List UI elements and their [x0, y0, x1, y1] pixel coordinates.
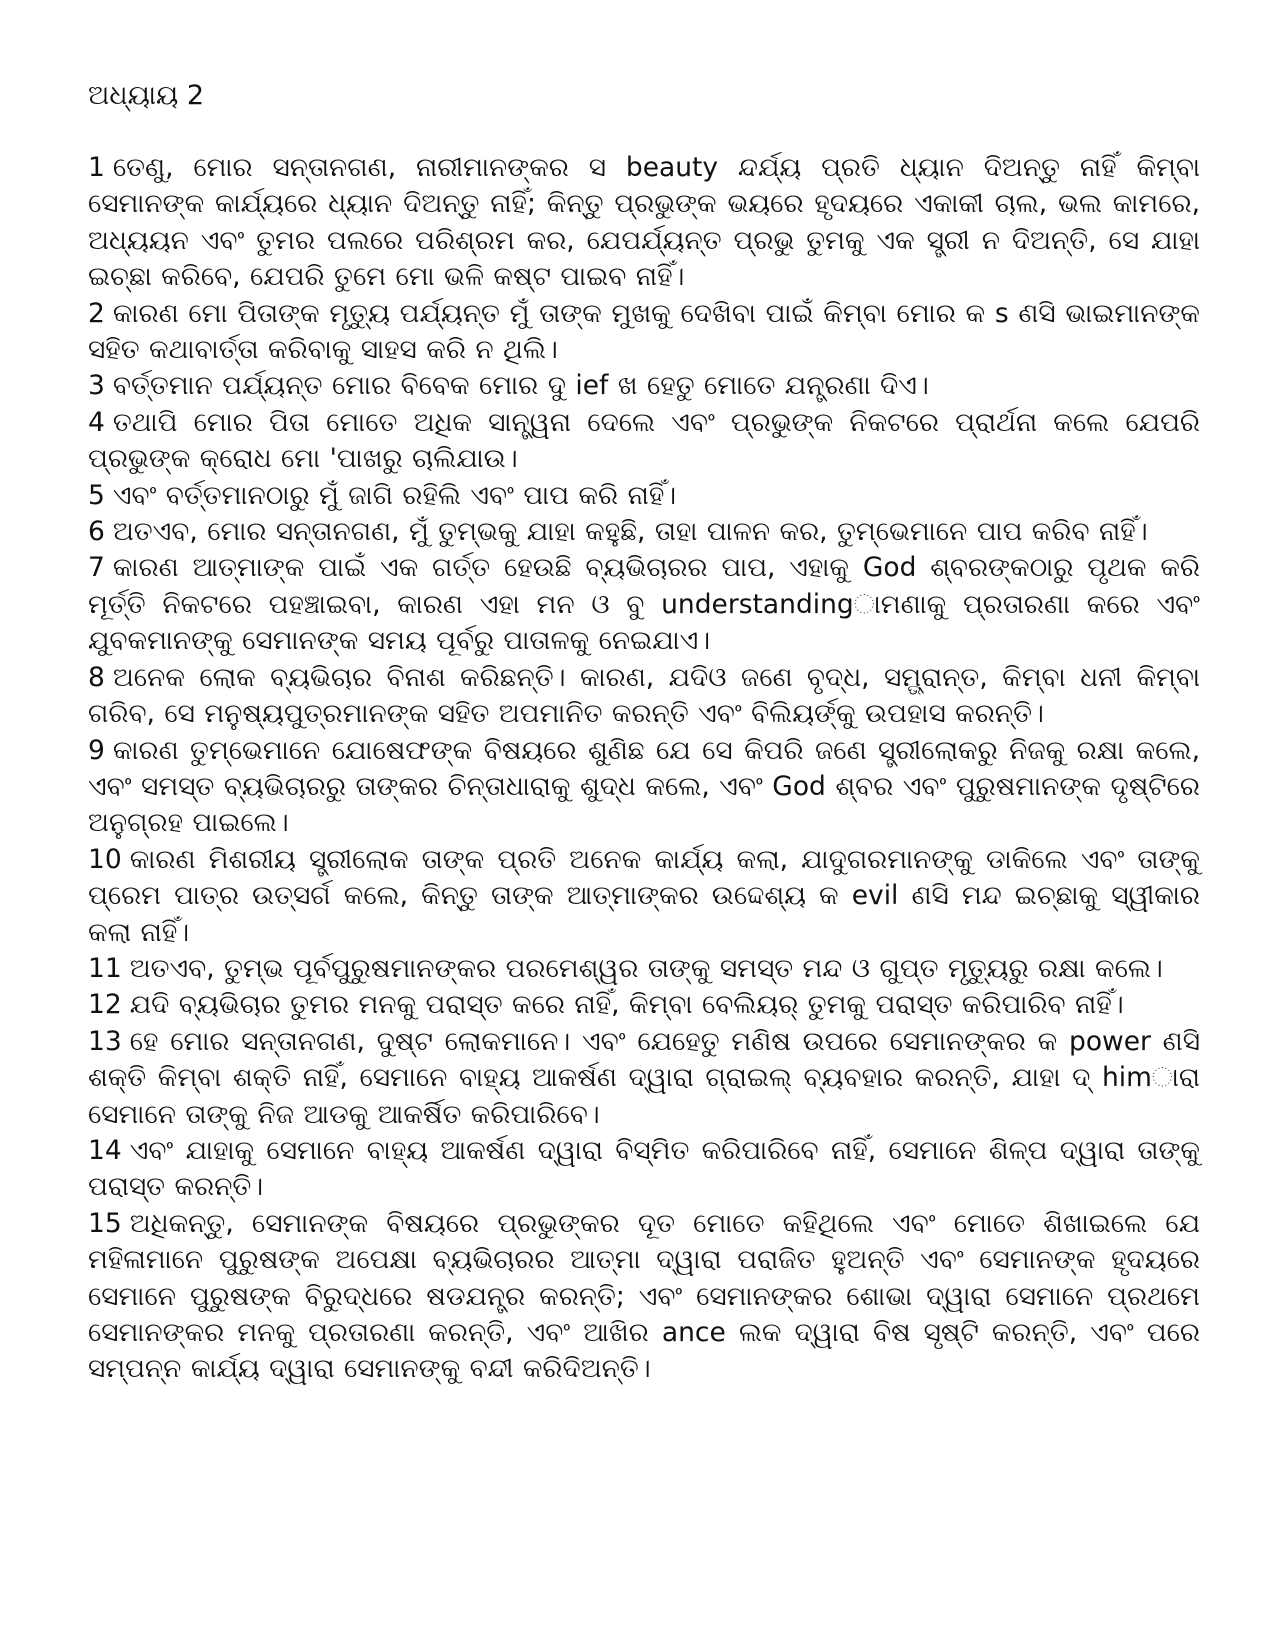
verse-text: କାରଣ ମୋ ପିତାଙ୍କ ମୃତ୍ୟୁ ପର୍ଯ୍ୟନ୍ତ ମୁଁ ତାଙ୍କ ମୁଖକୁ ଦେଖିବା ପାଇଁ କିମ୍ବା ମୋର କ s ଣସି ଭାଇମାନଙ୍କ ସହିତ କଥାବାର୍ତ୍ତା କରିବାକୁ ସାହସ କରି ନ ଥିଲି।	[88, 297, 1200, 366]
verse-8	[88, 660, 1200, 733]
verse-5	[88, 478, 1200, 514]
verse-text: ଯଦି ବ୍ୟଭିଚାର ତୁମର ମନକୁ ପରାସ୍ତ କରେ ନାହିଁ, କିମ୍ବା ବେଲିୟର୍ ତୁମକୁ ପରାସ୍ତ କରିପାରିବ ନାହିଁ।	[129, 989, 1124, 1021]
verse-11	[88, 951, 1200, 987]
verse-2	[88, 296, 1200, 369]
verse-15	[88, 1206, 1200, 1388]
document-page	[88, 78, 1200, 1388]
verse-3	[88, 368, 1200, 404]
verse-text: ତଥାପି ମୋର ପିତା ମୋତେ ଅଧିକ ସାନ୍ତ୍ୱନା ଦେଲେ ଏବଂ ପ୍ରଭୁଙ୍କ ନିକଟରେ ପ୍ରାର୍ଥନା କଲେ ଯେପରି ପ୍ରଭୁଙ୍କ କ୍ରୋଧ ମୋ 'ପାଖରୁ ଚାଲିଯାଉ।	[88, 406, 1200, 475]
verse-number: 12	[88, 989, 122, 1021]
verse-number: 10	[88, 843, 122, 875]
verse-10	[88, 842, 1200, 951]
verse-number: 7	[88, 552, 105, 584]
verse-text: ଅତଏବ, ମୋର ସନ୍ତାନଗଣ, ମୁଁ ତୁମ୍ଭକୁ ଯାହା କହୁଛି, ତାହା ପାଳନ କର, ତୁମ୍ଭେମାନେ ପାପ କରିବ ନାହିଁ।	[112, 516, 1148, 548]
verse-text: ତେଣୁ, ମୋର ସନ୍ତାନଗଣ, ନାରୀମାନଙ୍କର ସ beauty ନ୍ଦର୍ଯ୍ୟ ପ୍ରତି ଧ୍ୟାନ ଦିଅନ୍ତୁ ନାହିଁ କିମ୍ବା ସେମାନଙ୍କ କାର୍ଯ୍ୟରେ ଧ୍ୟାନ ଦିଅନ୍ତୁ ନାହିଁ; କିନ୍ତୁ ପ୍ରଭୁଙ୍କ ଭୟରେ ହୃଦୟରେ ଏକାକୀ ଚାଲ, ଭଲ କାମରେ, ଅଧ୍ୟୟନ ଏବଂ ତୁମର ପଲରେ ପରିଶ୍ରମ କର, ଯେପର୍ଯ୍ୟନ୍ତ ପ୍ରଭୁ ତୁମକୁ ଏକ ସ୍ତ୍ରୀ ନ ଦିଅନ୍ତି, ସେ ଯାହା ଇଚ୍ଛା କରିବେ, ଯେପରି ତୁମେ ମୋ ଭଳି କଷ୍ଟ ପାଇବ ନାହିଁ।	[88, 152, 1200, 293]
verse-number: 1	[88, 152, 105, 183]
verse-number: 6	[88, 516, 105, 548]
verse-text: ଅନେକ ଲୋକ ବ୍ୟଭିଚାର ବିନାଶ କରିଛନ୍ତି। କାରଣ, ଯଦିଓ ଜଣେ ବୃଦ୍ଧ, ସମ୍ଭ୍ରାନ୍ତ, କିମ୍ବା ଧନୀ କିମ୍ବା ଗରିବ, ସେ ମନୁଷ୍ୟପୁତ୍ରମାନଙ୍କ ସହିତ ଅପମାନିତ କରନ୍ତି ଏବଂ ବିଲିୟର୍ଙ୍କୁ ଉପହାସ କରନ୍ତି।	[88, 661, 1200, 730]
verse-text: କାରଣ ଆତ୍ମାଙ୍କ ପାଇଁ ଏକ ଗର୍ତ୍ତ ହେଉଛି ବ୍ୟଭିଚାରର ପାପ, ଏହାକୁ God ଶ୍ବରଙ୍କଠାରୁ ପୃଥକ କରି ମୂର୍ତ୍ତି ନିକଟରେ ପହଞ୍ଚାଇବା, କାରଣ ଏହା ମନ ଓ ବୁ understandingାମଣାକୁ ପ୍ରତାରଣା କରେ ଏବଂ ଯୁବକମାନଙ୍କୁ ସେମାନଙ୍କ ସମୟ ପୂର୍ବରୁ ପାତାଳକୁ ନେଇଯାଏ।	[88, 552, 1200, 657]
verse-9	[88, 733, 1200, 842]
verse-4	[88, 405, 1200, 478]
verse-number: 5	[88, 479, 105, 511]
verse-text: ଏବଂ ବର୍ତ୍ତମାନଠାରୁ ମୁଁ ଜାଗି ରହିଲି ଏବଂ ପାପ କରି ନାହିଁ।	[112, 479, 677, 511]
verse-number: 9	[88, 734, 105, 766]
verse-number: 3	[88, 370, 105, 402]
verse-12	[88, 987, 1200, 1023]
verse-number: 11	[88, 952, 122, 984]
verse-1	[88, 150, 1200, 296]
verse-number: 2	[88, 297, 105, 329]
verse-text: କାରଣ ମିଶରୀୟ ସ୍ତ୍ରୀଲୋକ ତାଙ୍କ ପ୍ରତି ଅନେକ କାର୍ଯ୍ୟ କଲା, ଯାଦୁଗରମାନଙ୍କୁ ଡାକିଲେ ଏବଂ ତାଙ୍କୁ ପ୍ରେମ ପାତ୍ର ଉତ୍ସର୍ଗ କଲେ, କିନ୍ତୁ ତାଙ୍କ ଆତ୍ମାଙ୍କର ଉଦ୍ଦେଶ୍ୟ କ evil ଣସି ମନ୍ଦ ଇଚ୍ଛାକୁ ସ୍ୱୀକାର କଲା ନାହିଁ।	[88, 843, 1200, 948]
verse-number: 15	[88, 1207, 122, 1239]
chapter-heading: ଅଧ୍ୟାୟ 2	[88, 80, 205, 111]
verse-13	[88, 1024, 1200, 1133]
verse-number: 4	[88, 406, 105, 438]
verse-text: ବର୍ତ୍ତମାନ ପର୍ଯ୍ୟନ୍ତ ମୋର ବିବେକ ମୋର ଦୁ ief ଖ ହେତୁ ମୋତେ ଯନ୍ତ୍ରଣା ଦିଏ।	[112, 370, 929, 402]
verse-number: 8	[88, 661, 105, 693]
verse-text: କାରଣ ତୁମ୍ଭେମାନେ ଯୋଷେଫଙ୍କ ବିଷୟରେ ଶୁଣିଛ ଯେ ସେ କିପରି ଜଣେ ସ୍ତ୍ରୀଲୋକରୁ ନିଜକୁ ରକ୍ଷା କଲେ, ଏବଂ ସମସ୍ତ ବ୍ୟଭିଚାରରୁ ତାଙ୍କର ଚିନ୍ତାଧାରାକୁ ଶୁଦ୍ଧ କଲେ, ଏବଂ God ଶ୍ବର ଏବଂ ପୁରୁଷମାନଙ୍କ ଦୃଷ୍ଟିରେ ଅନୁଗ୍ରହ ପାଇଲେ।	[88, 734, 1200, 839]
verse-list	[88, 150, 1200, 1388]
verse-14	[88, 1133, 1200, 1206]
verse-text: ଏବଂ ଯାହାକୁ ସେମାନେ ବାହ୍ୟ ଆକର୍ଷଣ ଦ୍ୱାରା ବିସ୍ମିତ କରିପାରିବେ ନାହିଁ, ସେମାନେ ଶିଳ୍ପ ଦ୍ୱାରା ତାଙ୍କୁ ପରାସ୍ତ କରନ୍ତି।	[88, 1134, 1200, 1203]
verse-number: 14	[88, 1134, 122, 1166]
verse-text: ଅଧିକନ୍ତୁ, ସେମାନଙ୍କ ବିଷୟରେ ପ୍ରଭୁଙ୍କର ଦୂତ ମୋତେ କହିଥିଲେ ଏବଂ ମୋତେ ଶିଖାଇଲେ ଯେ ମହିଳାମାନେ ପୁରୁଷଙ୍କ ଅପେକ୍ଷା ବ୍ୟଭିଚାରର ଆତ୍ମା ଦ୍ୱାରା ପରାଜିତ ହୁଅନ୍ତି ଏବଂ ସେମାନଙ୍କ ହୃଦୟରେ ସେମାନେ ପୁରୁଷଙ୍କ ବିରୁଦ୍ଧରେ ଷଡଯନ୍ତ୍ର କରନ୍ତି; ଏବଂ ସେମାନଙ୍କର ଶୋଭା ଦ୍ୱାରା ସେମାନେ ପ୍ରଥମେ ସେମାନଙ୍କର ମନକୁ ପ୍ରତାରଣା କରନ୍ତି, ଏବଂ ଆଖିର ance ଲକ ଦ୍ୱାରା ବିଷ ସୃଷ୍ଟି କରନ୍ତି, ଏବଂ ପରେ ସମ୍ପନ୍ନ କାର୍ଯ୍ୟ ଦ୍ୱାରା ସେମାନଙ୍କୁ ବନ୍ଦୀ କରିଦିଅନ୍ତି।	[88, 1207, 1200, 1385]
verse-text: ଅତଏବ, ତୁମ୍ଭ ପୂର୍ବପୁରୁଷମାନଙ୍କର ପରମେଶ୍ୱର ତାଙ୍କୁ ସମସ୍ତ ମନ୍ଦ ଓ ଗୁପ୍ତ ମୃତ୍ୟୁରୁ ରକ୍ଷା କଲେ।	[129, 952, 1163, 984]
verse-number: 13	[88, 1025, 122, 1057]
verse-text: ହେ ମୋର ସନ୍ତାନଗଣ, ଦୁଷ୍ଟ ଲୋକମାନେ। ଏବଂ ଯେହେତୁ ମଣିଷ ଉପରେ ସେମାନଙ୍କର କ power ଣସି ଶକ୍ତି କିମ୍ବା ଶକ୍ତି ନାହିଁ, ସେମାନେ ବାହ୍ୟ ଆକର୍ଷଣ ଦ୍ୱାରା ଗ୍ରାଇଲ୍ ବ୍ୟବହାର କରନ୍ତି, ଯାହା ଦ୍ himାରା ସେମାନେ ତାଙ୍କୁ ନିଜ ଆଡକୁ ଆକର୍ଷିତ କରିପାରିବେ।	[88, 1025, 1200, 1130]
verse-7	[88, 550, 1200, 659]
verse-6	[88, 514, 1200, 550]
